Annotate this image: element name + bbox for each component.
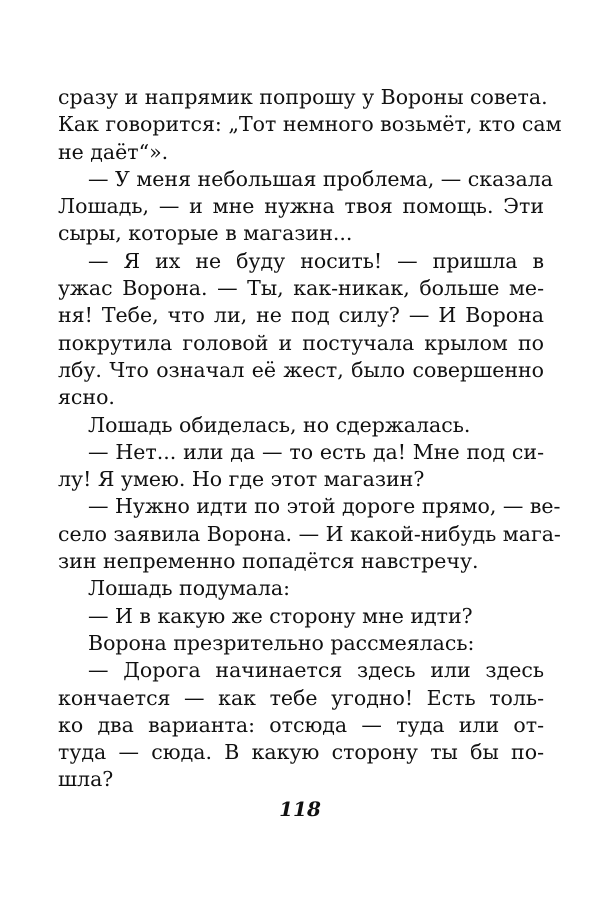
text-line: — Дорога начинается здесь или здесь xyxy=(88,658,544,683)
text-line: лу! Я умею. Но где этот магазин? xyxy=(58,467,425,492)
text-line: ко два варианта: отсюда — туда или от- xyxy=(58,712,544,737)
text-line: Лошадь обиделась, но сдержалась. xyxy=(88,412,471,437)
text-line: зин непременно попадётся навстречу. xyxy=(58,549,479,574)
text-line: — У меня небольшая проблема, — сказала xyxy=(88,166,553,191)
text-line: Лошадь подумала: xyxy=(88,576,291,601)
text-line: — И в какую же сторону мне идти? xyxy=(88,603,473,628)
text-line: — Нужно идти по этой дороге прямо, — ве- xyxy=(88,494,561,519)
text-line: ясно. xyxy=(58,385,115,410)
text-line: — Я их не буду носить! — пришла в xyxy=(88,248,544,273)
text-line: Как говорится: „Тот немного возьмёт, кто сам xyxy=(58,112,562,137)
text-line: село заявила Ворона. — И какой-нибудь мага- xyxy=(58,521,561,546)
text-line: Лошадь, — и мне нужна твоя помощь. Эти xyxy=(58,194,544,219)
body-text xyxy=(58,84,562,794)
text-line: — Нет... или да — то есть да! Мне под си- xyxy=(88,439,544,464)
page-number: 118 xyxy=(279,797,321,821)
text-line: покрутила головой и постучала крылом по xyxy=(58,330,544,355)
text-line: шла? xyxy=(58,767,114,792)
text-line: ня! Тебе, что ли, не под силу? — И Ворона xyxy=(58,303,544,328)
text-line: кончается — как тебе угодно! Есть толь- xyxy=(58,685,544,710)
text-line: Ворона презрительно рассмеялась: xyxy=(88,630,475,655)
text-line: лбу. Что означал её жест, было совершенно xyxy=(58,357,544,382)
text-line: ужас Ворона. — Ты, как-никак, больше ме- xyxy=(58,276,544,301)
text-line: туда — сюда. В какую сторону ты бы по- xyxy=(58,740,544,765)
text-line: не даёт“». xyxy=(58,139,169,164)
text-line: сыры, которые в магазин... xyxy=(58,221,353,246)
text-line: сразу и напрямик попрошу у Вороны совета. xyxy=(58,85,548,109)
